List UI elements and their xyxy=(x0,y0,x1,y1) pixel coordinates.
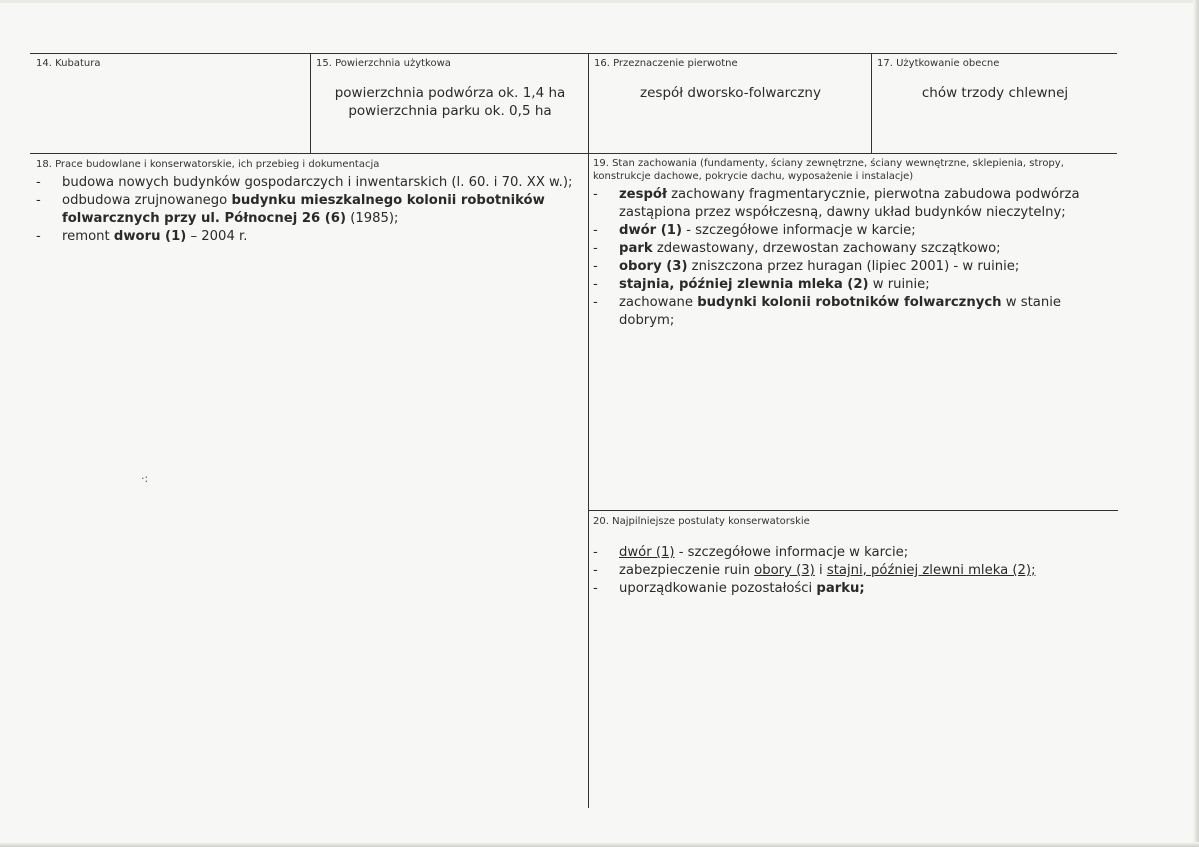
row-divider xyxy=(30,153,1117,154)
scan-edge-bottom xyxy=(0,842,1199,847)
uzytkowanie-text: chów trzody chlewnej xyxy=(921,85,1069,101)
label-prace: 18. Prace budowlane i konserwatorskie, ich przebieg i dokumentacja xyxy=(36,159,380,170)
label-powierzchnia: 15. Powierzchnia użytkowa xyxy=(316,58,451,69)
przeznaczenie-text: zespół dworsko-folwarczny xyxy=(640,85,821,101)
przeznaczenie-value xyxy=(590,84,871,102)
divider-14-15 xyxy=(310,53,311,153)
uzytkowanie-value xyxy=(873,84,1117,102)
list-item: - remont dworu (1) – 2004 r. xyxy=(36,229,248,244)
divider-center xyxy=(588,53,589,808)
list-item: - zabezpieczenie ruin obory (3) i stajni, później zlewni mleka (2); xyxy=(593,563,1036,578)
scan-speck: ·: xyxy=(141,472,149,485)
list-item: - zespół zachowany fragmentarycznie, pierwotna zabudowa podwórza zastąpiona przez współczesną, dawny układ budynków nieczytelny; xyxy=(593,187,1080,220)
list-item: - dwór (1) - szczegółowe informacje w karcie; xyxy=(593,223,916,238)
divider-19-20 xyxy=(588,510,1118,511)
list-item: - odbudowa zrujnowanego budynku mieszkalnego kolonii robotników folwarcznych przy ul. Północnej 26 (6) (1985); xyxy=(36,193,545,226)
label-przeznaczenie: 16. Przeznaczenie pierwotne xyxy=(594,58,738,69)
list-item: - stajnia, później zlewnia mleka (2) w ruinie; xyxy=(593,277,930,292)
list-item: - uporządkowanie pozostałości parku; xyxy=(593,581,865,596)
label-kubatura: 14. Kubatura xyxy=(36,58,101,69)
label-stan-zachowania: 19. Stan zachowania (fundamenty, ściany zewnętrzne, ściany wewnętrzne, sklepienia, stropy, konstrukcje dachowe, pokrycie dachu, wyposażenie i instalacje) xyxy=(593,158,1064,182)
label-postulaty: 20. Najpilniejsze postulaty konserwatorskie xyxy=(593,516,810,527)
scan-edge-top xyxy=(0,0,1199,3)
stan-list xyxy=(593,186,1113,330)
label-uzytkowanie: 17. Użytkowanie obecne xyxy=(877,58,1000,69)
prace-list xyxy=(36,174,576,246)
scan-edge-right xyxy=(1193,0,1199,847)
list-item: - park zdewastowany, drzewostan zachowany szczątkowo; xyxy=(593,241,1001,256)
divider-16-17 xyxy=(871,53,872,153)
postulaty-list xyxy=(593,544,1113,598)
list-item: - obory (3) zniszczona przez huragan (lipiec 2001) - w ruinie; xyxy=(593,259,1020,274)
list-item: - zachowane budynki kolonii robotników folwarcznych w stanie dobrym; xyxy=(593,295,1061,328)
table-top-border xyxy=(30,53,1117,54)
powierzchnia-line-2: powierzchnia parku ok. 0,5 ha xyxy=(348,103,552,119)
list-item: - dwór (1) - szczegółowe informacje w karcie; xyxy=(593,545,909,560)
powierzchnia-value xyxy=(312,84,588,120)
list-item: - budowa nowych budynków gospodarczych i inwentarskich (l. 60. i 70. XX w.); xyxy=(36,175,573,190)
powierzchnia-line-1: powierzchnia podwórza ok. 1,4 ha xyxy=(334,85,566,101)
